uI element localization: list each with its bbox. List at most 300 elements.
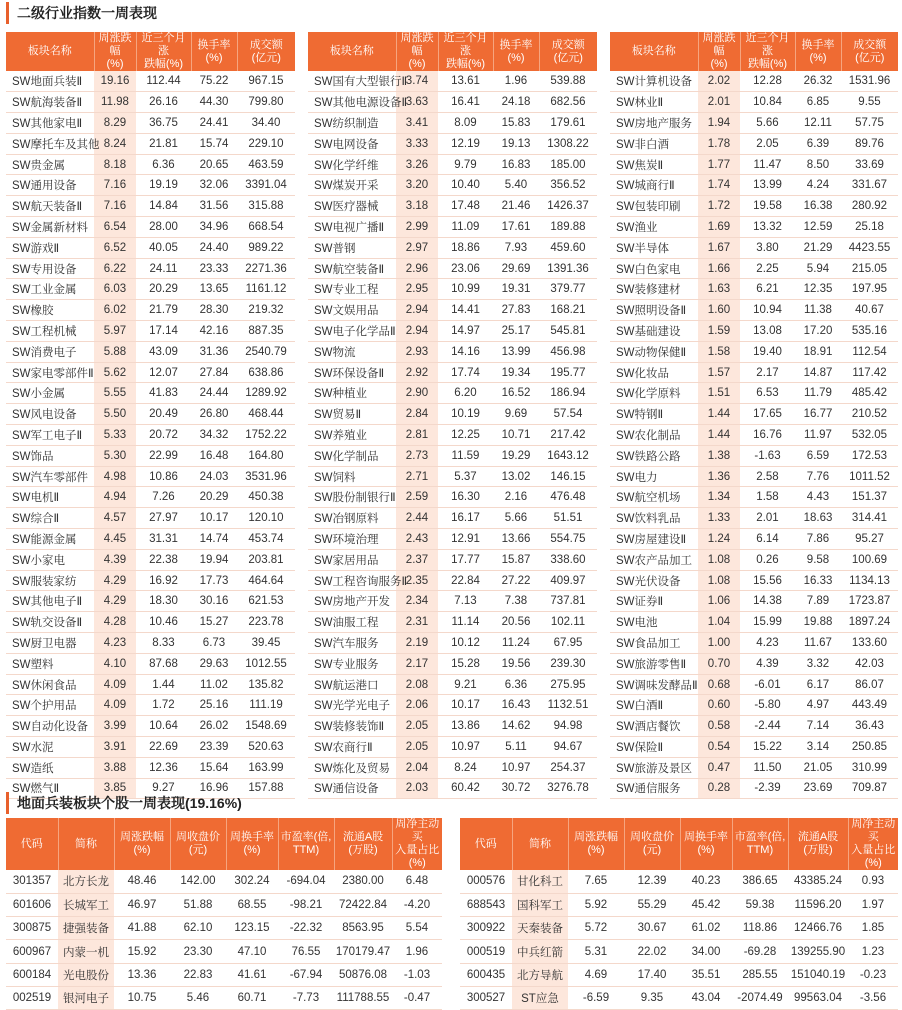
table-cell: 5.62 (94, 362, 136, 383)
table-cell: 6.48 (392, 870, 442, 893)
table-cell: 11.14 (438, 612, 493, 633)
table-cell: 5.11 (493, 737, 539, 758)
table-cell: 2.90 (396, 383, 438, 404)
table-cell: 29.69 (493, 258, 539, 279)
table-cell: 2.05 (396, 716, 438, 737)
table-row (460, 986, 898, 1009)
table-cell: 59.38 (732, 893, 788, 916)
table-cell: 99563.04 (788, 986, 848, 1009)
table-cell: SW其他电子Ⅱ (6, 591, 94, 612)
table-cell: 4.29 (94, 591, 136, 612)
table-cell: SW物流 (308, 341, 396, 362)
table-cell: -7.73 (278, 986, 334, 1009)
table-row (308, 487, 597, 508)
table-row (308, 757, 597, 778)
table-row (610, 362, 898, 383)
table-cell: 1.23 (848, 940, 898, 963)
table-cell: 34.32 (191, 425, 237, 446)
table-cell: 100.69 (841, 549, 898, 570)
table-row (308, 425, 597, 446)
table-cell: 17.14 (136, 321, 191, 342)
table-cell: 40.23 (680, 870, 732, 893)
table-cell: 1011.52 (841, 466, 898, 487)
table-cell: 47.10 (226, 940, 278, 963)
table-cell: 17.77 (438, 549, 493, 570)
table-cell: SW动物保健Ⅱ (610, 341, 698, 362)
table-cell: SW专业工程 (308, 279, 396, 300)
table-cell: 0.47 (698, 757, 740, 778)
table-cell: 33.69 (841, 154, 898, 175)
table-cell: 86.07 (841, 674, 898, 695)
table-cell: 4.97 (795, 695, 841, 716)
table-cell: 682.56 (539, 92, 597, 113)
table-cell: 0.54 (698, 737, 740, 758)
table-cell: 1897.24 (841, 612, 898, 633)
table-cell: 111.19 (237, 695, 295, 716)
table-cell: 1.96 (392, 940, 442, 963)
table-cell: 3.20 (396, 175, 438, 196)
table-cell: SW家居用品 (308, 549, 396, 570)
table-header-row (610, 32, 898, 71)
table-cell: SW养殖业 (308, 425, 396, 446)
table-cell: 3.14 (795, 737, 841, 758)
table-row (6, 508, 295, 529)
table-cell: 8.09 (438, 113, 493, 134)
table-cell: 887.35 (237, 321, 295, 342)
table-cell: 17.48 (438, 196, 493, 217)
table-cell: 120.10 (237, 508, 295, 529)
table-cell: 300527 (460, 986, 512, 1009)
table-cell: 545.81 (539, 321, 597, 342)
table-cell: 5.66 (493, 508, 539, 529)
table-cell: 15.27 (191, 612, 237, 633)
table-cell: SW化学制品 (308, 445, 396, 466)
column-header: 周收盘价 (元) (170, 818, 226, 870)
table-cell: 20.29 (191, 487, 237, 508)
table-cell: -69.28 (732, 940, 788, 963)
table-cell: 3.18 (396, 196, 438, 217)
table-cell: 11.24 (493, 633, 539, 654)
table-cell: SW房屋建设Ⅱ (610, 529, 698, 550)
table-cell: SW航天装备Ⅱ (6, 196, 94, 217)
table-row (610, 445, 898, 466)
table-cell: 94.67 (539, 737, 597, 758)
table-header-row (460, 818, 898, 870)
column-header: 周净主动买 入量占比(%) (848, 818, 898, 870)
table-row (308, 778, 597, 799)
table-cell: 5.31 (568, 940, 624, 963)
table-cell: 2.44 (396, 508, 438, 529)
table-cell: 5.66 (740, 113, 795, 134)
table-row (610, 404, 898, 425)
table-cell: 29.63 (191, 653, 237, 674)
table-cell: 50876.08 (334, 963, 392, 986)
table-cell: 185.00 (539, 154, 597, 175)
table-cell: 2.31 (396, 612, 438, 633)
table-cell: -0.47 (392, 986, 442, 1009)
table-cell: 4.39 (94, 549, 136, 570)
table-cell: 12.59 (795, 217, 841, 238)
table-cell: 6.52 (94, 237, 136, 258)
table-row (6, 425, 295, 446)
table-cell: 1.38 (698, 445, 740, 466)
table-cell: -2.44 (740, 716, 795, 737)
table-cell: 4.24 (795, 175, 841, 196)
table-cell: 9.27 (136, 778, 191, 799)
table-row (6, 737, 295, 758)
table-row (6, 716, 295, 737)
table-row (610, 237, 898, 258)
column-header: 周换手率 (%) (226, 818, 278, 870)
table-cell: -0.23 (848, 963, 898, 986)
table-cell: 13.99 (740, 175, 795, 196)
table-cell: 2.02 (698, 71, 740, 92)
table-row (6, 133, 295, 154)
table-cell: 4.98 (94, 466, 136, 487)
table-row (308, 529, 597, 550)
table-cell: 463.59 (237, 154, 295, 175)
table-cell: 4.57 (94, 508, 136, 529)
table-cell: 6.53 (740, 383, 795, 404)
table-cell: 210.52 (841, 404, 898, 425)
table-row (610, 716, 898, 737)
table-cell: 3.85 (94, 778, 136, 799)
table-cell: 164.80 (237, 445, 295, 466)
table-cell: 4.45 (94, 529, 136, 550)
table-cell: 22.02 (624, 940, 680, 963)
table-cell: 48.46 (114, 870, 170, 893)
table-cell: 10.71 (493, 425, 539, 446)
table-cell: SW电机Ⅱ (6, 487, 94, 508)
table-cell: -67.94 (278, 963, 334, 986)
table-cell: 19.13 (493, 133, 539, 154)
table-cell: 26.32 (795, 71, 841, 92)
table-cell: 19.58 (740, 196, 795, 217)
table-cell: 24.03 (191, 466, 237, 487)
table-cell: 285.55 (732, 963, 788, 986)
table-row (610, 133, 898, 154)
table-cell: SW环境治理 (308, 529, 396, 550)
table-cell: 15.56 (740, 570, 795, 591)
table-cell: 989.22 (237, 237, 295, 258)
table-cell: 1.44 (136, 674, 191, 695)
table-cell: 27.97 (136, 508, 191, 529)
table-cell: 16.52 (493, 383, 539, 404)
table-cell: 1.66 (698, 258, 740, 279)
table-cell: 170179.47 (334, 940, 392, 963)
table-cell: 379.77 (539, 279, 597, 300)
column-header: 换手率 (%) (493, 32, 539, 71)
table-cell: 16.38 (795, 196, 841, 217)
table-cell: 215.05 (841, 258, 898, 279)
table-row (6, 893, 442, 916)
table-cell: 18.91 (795, 341, 841, 362)
table-row (6, 196, 295, 217)
table-cell: 15.99 (740, 612, 795, 633)
table-cell: 1.78 (698, 133, 740, 154)
table-cell: 12466.76 (788, 917, 848, 940)
table-cell: 1.74 (698, 175, 740, 196)
table-cell: 12.11 (795, 113, 841, 134)
table-cell: 638.86 (237, 362, 295, 383)
table-cell: 6.21 (740, 279, 795, 300)
table-cell: 内蒙一机 (58, 940, 114, 963)
table-cell: SW光学光电子 (308, 695, 396, 716)
table-cell: 13.32 (740, 217, 795, 238)
table-cell: 27.83 (493, 300, 539, 321)
table-cell: 111788.55 (334, 986, 392, 1009)
table-row (460, 940, 898, 963)
table-cell: 7.76 (795, 466, 841, 487)
table-cell: 13.99 (493, 341, 539, 362)
table-row (6, 529, 295, 550)
table-cell: SW装修建材 (610, 279, 698, 300)
column-header: 近三个月涨 跌幅(%) (136, 32, 191, 71)
table-cell: SW医疗器械 (308, 196, 396, 217)
table-row (308, 217, 597, 238)
table-cell: 0.58 (698, 716, 740, 737)
column-header: 换手率 (%) (191, 32, 237, 71)
table-cell: 799.80 (237, 92, 295, 113)
table-cell: SW休闲食品 (6, 674, 94, 695)
table-cell: 40.05 (136, 237, 191, 258)
table-cell: 60.71 (226, 986, 278, 1009)
table-cell: SW燃气Ⅱ (6, 778, 94, 799)
table-cell: SW调味发酵品Ⅱ (610, 674, 698, 695)
table-cell: 12.36 (136, 757, 191, 778)
table-cell: 14.84 (136, 196, 191, 217)
table-cell: SW小家电 (6, 549, 94, 570)
table-cell: 0.68 (698, 674, 740, 695)
table-row (6, 321, 295, 342)
table-row (6, 92, 295, 113)
table-cell: 0.28 (698, 778, 740, 799)
column-header: 简称 (58, 818, 114, 870)
table-cell: 2380.00 (334, 870, 392, 893)
stock-table-2 (460, 818, 898, 1010)
table-cell: 1.04 (698, 612, 740, 633)
table-row (308, 695, 597, 716)
table-cell: 1723.87 (841, 591, 898, 612)
table-row (610, 549, 898, 570)
table-cell: SW饮料乳品 (610, 508, 698, 529)
table-cell: 450.38 (237, 487, 295, 508)
table-row (6, 217, 295, 238)
table-row (6, 591, 295, 612)
table-cell: 142.00 (170, 870, 226, 893)
table-cell: 000519 (460, 940, 512, 963)
table-cell: 443.49 (841, 695, 898, 716)
table-cell: SW照明设备Ⅱ (610, 300, 698, 321)
table-cell: 10.40 (438, 175, 493, 196)
table-cell: 天秦装备 (512, 917, 568, 940)
table-row (610, 466, 898, 487)
table-cell: 7.14 (795, 716, 841, 737)
table-cell: 19.19 (136, 175, 191, 196)
table-cell: 4.10 (94, 653, 136, 674)
table-row (308, 591, 597, 612)
table-cell: 15.64 (191, 757, 237, 778)
table-cell: 2.35 (396, 570, 438, 591)
table-row (610, 196, 898, 217)
table-cell: 16.92 (136, 570, 191, 591)
table-row (6, 237, 295, 258)
table-cell: 0.26 (740, 549, 795, 570)
table-cell: 1.59 (698, 321, 740, 342)
column-header: 周涨跌幅 (%) (114, 818, 170, 870)
table-row (308, 612, 597, 633)
table-cell: 2.01 (698, 92, 740, 113)
table-cell: 000576 (460, 870, 512, 893)
table-cell: SW摩托车及其他 (6, 133, 94, 154)
table-row (308, 196, 597, 217)
table-cell: 1134.13 (841, 570, 898, 591)
table-cell: 1.60 (698, 300, 740, 321)
table-cell: 14.87 (795, 362, 841, 383)
table-cell: SW油服工程 (308, 612, 396, 633)
table-cell: SW个护用品 (6, 695, 94, 716)
column-header: 近三个月涨 跌幅(%) (740, 32, 795, 71)
table-row (6, 300, 295, 321)
table-row (308, 133, 597, 154)
table-cell: 2540.79 (237, 341, 295, 362)
table-cell: 12.25 (438, 425, 493, 446)
table-cell: 135.82 (237, 674, 295, 695)
table-cell: 15.28 (438, 653, 493, 674)
table-cell: 11.47 (740, 154, 795, 175)
table-cell: 32.06 (191, 175, 237, 196)
table-cell: 5.55 (94, 383, 136, 404)
table-cell: SW电力 (610, 466, 698, 487)
table-cell: 13.02 (493, 466, 539, 487)
table-cell: 36.75 (136, 113, 191, 134)
column-header: 周换手率 (%) (680, 818, 732, 870)
table-cell: SW焦炭Ⅱ (610, 154, 698, 175)
table-cell: 338.60 (539, 549, 597, 570)
table-cell: 6.54 (94, 217, 136, 238)
table-cell: 520.63 (237, 737, 295, 758)
table-cell: 银河电子 (58, 986, 114, 1009)
section1-title: 二级行业指数一周表现 (6, 2, 157, 24)
table-cell: SW普钢 (308, 237, 396, 258)
table-cell: 4.09 (94, 674, 136, 695)
table-cell: 2.06 (396, 695, 438, 716)
table-cell: 5.97 (94, 321, 136, 342)
table-cell: 16.96 (191, 778, 237, 799)
table-row (308, 508, 597, 529)
table-cell: SW证券Ⅱ (610, 591, 698, 612)
table-cell: 1426.37 (539, 196, 597, 217)
table-cell: 23.06 (438, 258, 493, 279)
table-cell: 3.99 (94, 716, 136, 737)
table-cell: 25.17 (493, 321, 539, 342)
table-cell: 31.56 (191, 196, 237, 217)
table-cell: 3391.04 (237, 175, 295, 196)
table-cell: 300922 (460, 917, 512, 940)
table-cell: 1132.51 (539, 695, 597, 716)
table-cell: 737.81 (539, 591, 597, 612)
table-cell: 45.42 (680, 893, 732, 916)
table-row (6, 986, 442, 1009)
table-cell: 1.85 (848, 917, 898, 940)
table-cell: 331.67 (841, 175, 898, 196)
table-cell: 捷强装备 (58, 917, 114, 940)
table-row (308, 321, 597, 342)
table-cell: 40.67 (841, 300, 898, 321)
table-cell: 89.76 (841, 133, 898, 154)
table-cell: 36.43 (841, 716, 898, 737)
column-header: 代码 (6, 818, 58, 870)
table-cell: 532.05 (841, 425, 898, 446)
table-cell: 2.37 (396, 549, 438, 570)
table-cell: 468.44 (237, 404, 295, 425)
table-cell: 9.55 (841, 92, 898, 113)
table-cell: SW消费电子 (6, 341, 94, 362)
table-row (610, 92, 898, 113)
table-cell: 1548.69 (237, 716, 295, 737)
table-cell: 621.53 (237, 591, 295, 612)
table-cell: -694.04 (278, 870, 334, 893)
table-cell: 5.46 (170, 986, 226, 1009)
table-cell: 1.69 (698, 217, 740, 238)
table-cell: 5.50 (94, 404, 136, 425)
table-cell: 9.69 (493, 404, 539, 425)
table-cell: 123.15 (226, 917, 278, 940)
table-cell: 4423.55 (841, 237, 898, 258)
column-header: 市盈率(倍, TTM) (732, 818, 788, 870)
table-cell: 275.95 (539, 674, 597, 695)
table-cell: 24.40 (191, 237, 237, 258)
table-cell: 600967 (6, 940, 58, 963)
table-cell: 3.74 (396, 71, 438, 92)
table-cell: ST应急 (512, 986, 568, 1009)
table-cell: 300875 (6, 917, 58, 940)
table-cell: SW国有大型银行Ⅱ (308, 71, 396, 92)
table-row (6, 612, 295, 633)
table-cell: 8.24 (438, 757, 493, 778)
table-row (610, 258, 898, 279)
table-cell: 7.13 (438, 591, 493, 612)
table-cell: 1.24 (698, 529, 740, 550)
table-cell: SW工程机械 (6, 321, 94, 342)
table-cell: 688543 (460, 893, 512, 916)
table-cell: 7.89 (795, 591, 841, 612)
table-cell: 17.40 (624, 963, 680, 986)
table-cell: -22.32 (278, 917, 334, 940)
table-cell: 13.86 (438, 716, 493, 737)
table-cell: 5.88 (94, 341, 136, 362)
table-row (6, 466, 295, 487)
table-cell: SW白酒Ⅱ (610, 695, 698, 716)
table-row (610, 653, 898, 674)
table-row (308, 113, 597, 134)
table-cell: 250.85 (841, 737, 898, 758)
column-header: 流通A股 (万股) (334, 818, 392, 870)
table-cell: 2.08 (396, 674, 438, 695)
table-cell: 10.86 (136, 466, 191, 487)
table-row (308, 570, 597, 591)
table-cell: SW贸易Ⅱ (308, 404, 396, 425)
table-cell: SW基础建设 (610, 321, 698, 342)
table-row (610, 175, 898, 196)
table-cell: 11.98 (94, 92, 136, 113)
table-cell: SW电视广播Ⅱ (308, 217, 396, 238)
table-row (308, 633, 597, 654)
table-cell: 19.56 (493, 653, 539, 674)
table-cell: 10.99 (438, 279, 493, 300)
table-cell: 43.09 (136, 341, 191, 362)
table-cell: 315.88 (237, 196, 295, 217)
